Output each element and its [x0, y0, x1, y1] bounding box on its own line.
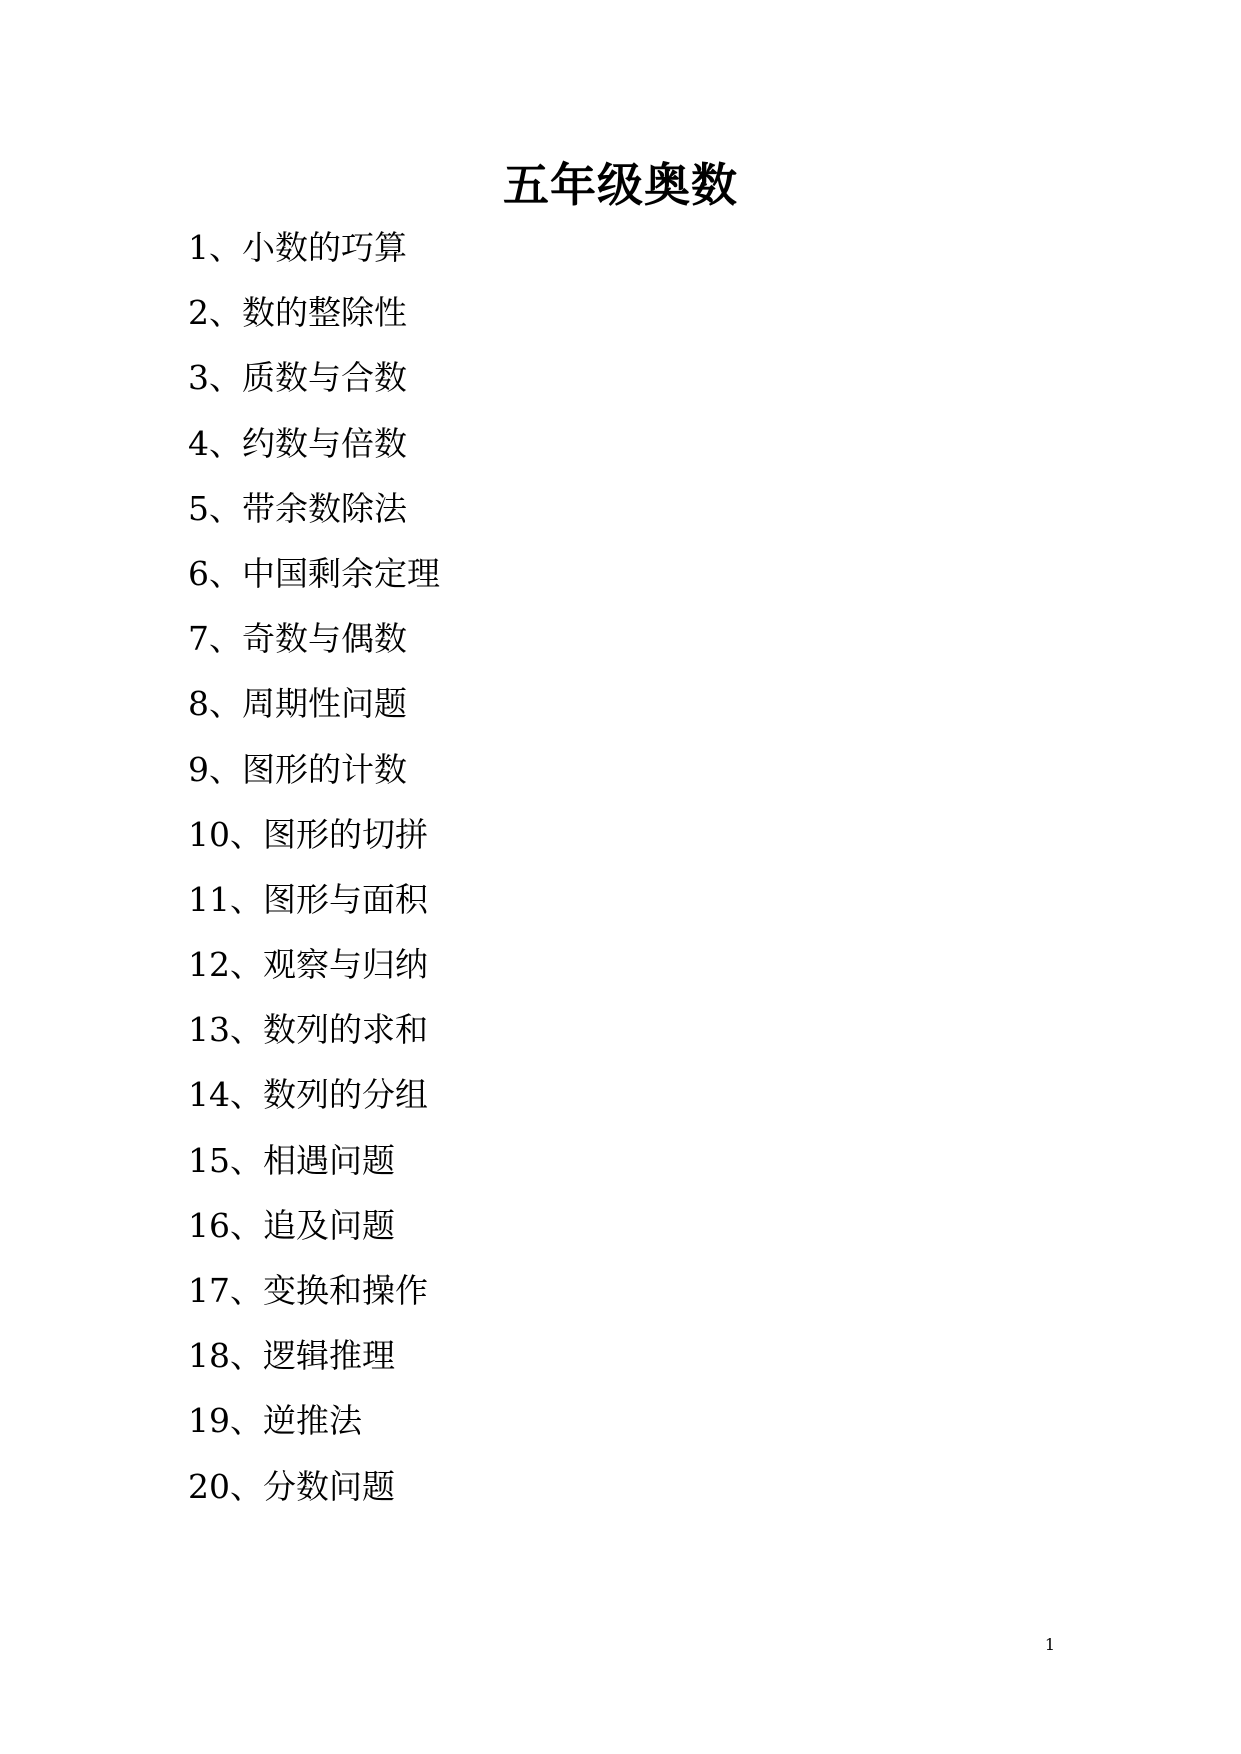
toc-item: 3、质数与合数	[188, 358, 407, 398]
toc-item: 9、图形的计数	[188, 749, 407, 789]
toc-item: 5、带余数除法	[188, 488, 407, 528]
toc-item: 20、分数问题	[188, 1466, 395, 1506]
page-title: 五年级奥数	[503, 158, 738, 212]
toc-item: 14、数列的分组	[188, 1075, 428, 1115]
toc-item: 6、中国剩余定理	[188, 553, 440, 593]
toc-item: 12、观察与归纳	[188, 945, 428, 985]
toc-item: 15、相遇问题	[188, 1140, 395, 1180]
toc-item: 17、变换和操作	[188, 1271, 428, 1310]
toc-item: 4、约数与倍数	[188, 423, 407, 463]
toc-item: 7、奇数与偶数	[188, 619, 407, 659]
toc-item: 11、图形与面积	[188, 879, 428, 919]
toc-item: 10、图形的切拼	[188, 814, 428, 854]
toc-item: 8、周期性问题	[188, 684, 407, 724]
table-of-contents	[188, 225, 440, 1529]
toc-item: 13、数列的求和	[188, 1010, 428, 1050]
toc-item: 2、数的整除性	[188, 293, 407, 333]
toc-item: 1、小数的巧算	[188, 228, 407, 267]
toc-item: 18、逻辑推理	[188, 1336, 395, 1376]
toc-item: 16、追及问题	[188, 1205, 395, 1245]
toc-item: 19、逆推法	[188, 1401, 362, 1441]
page-number: 1	[1044, 1635, 1056, 1654]
